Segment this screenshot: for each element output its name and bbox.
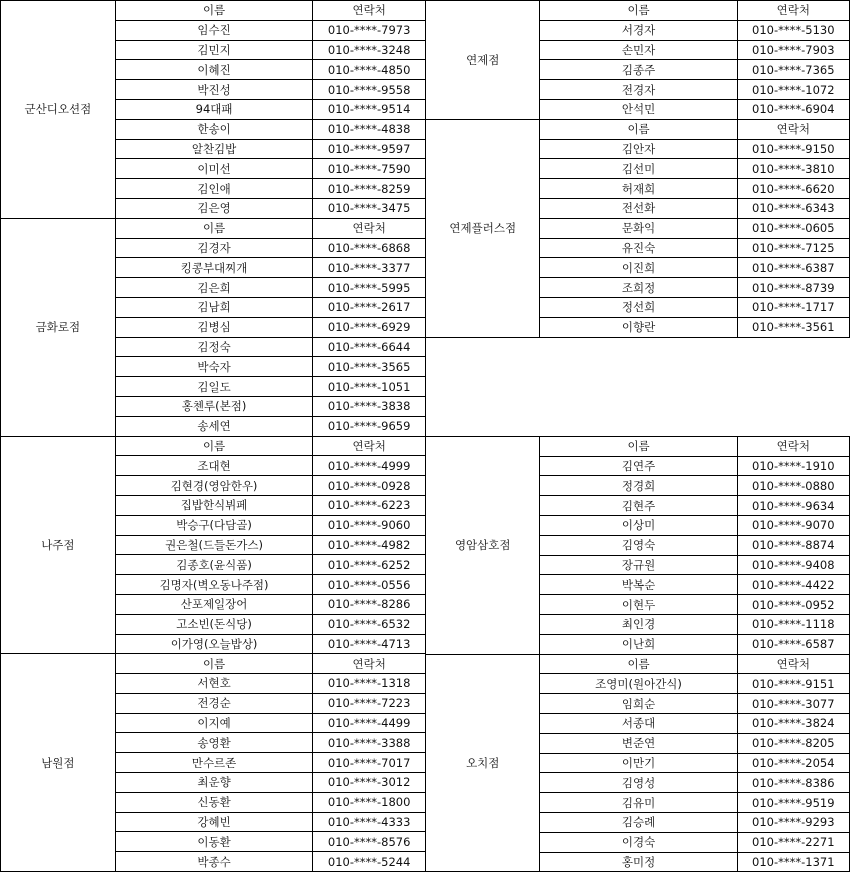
store-table [425, 0, 850, 120]
contact-name: 킹콩부대찌개 [115, 258, 313, 278]
contact-phone: 010-****-9060 [313, 515, 426, 535]
contact-phone: 010-****-8259 [313, 179, 426, 199]
contact-name: 안석민 [540, 99, 737, 119]
table-header-row [426, 1, 850, 21]
contact-phone: 010-****-2617 [313, 297, 426, 317]
contact-name: 김영성 [540, 773, 737, 793]
contact-phone: 010-****-6532 [313, 614, 426, 634]
contact-name: 장규원 [540, 555, 737, 575]
contact-phone: 010-****-8386 [737, 773, 849, 793]
contact-phone: 010-****-4838 [313, 119, 426, 139]
contact-phone: 010-****-1072 [737, 80, 849, 100]
contact-phone: 010-****-1717 [737, 297, 849, 317]
contact-name: 이상미 [540, 516, 737, 536]
contact-phone: 010-****-2054 [737, 753, 849, 773]
store-table [0, 0, 426, 219]
contact-phone: 010-****-7590 [313, 159, 426, 179]
contact-phone: 010-****-1318 [313, 674, 426, 694]
contact-name: 송영환 [115, 733, 313, 753]
phone-header: 연락처 [737, 654, 849, 674]
phone-header: 연락처 [313, 654, 426, 674]
name-header: 이름 [115, 654, 313, 674]
contact-phone: 010-****-3838 [313, 396, 426, 416]
contact-name: 강혜빈 [115, 812, 313, 832]
contact-phone: 010-****-4999 [313, 456, 426, 476]
contact-name: 김남희 [115, 297, 313, 317]
contact-phone: 010-****-6929 [313, 317, 426, 337]
contact-phone: 010-****-3565 [313, 357, 426, 377]
contact-phone: 010-****-6343 [737, 198, 849, 218]
contact-name: 김연주 [540, 456, 737, 476]
name-header: 이름 [540, 1, 737, 21]
contact-name: 만수르존 [115, 753, 313, 773]
store-name: 오치점 [426, 654, 540, 872]
contact-name: 김현경(영암한우) [115, 476, 313, 496]
contact-name: 이지예 [115, 713, 313, 733]
contact-phone: 010-****-0880 [737, 476, 849, 496]
name-header: 이름 [115, 436, 313, 456]
contact-name: 임희순 [540, 694, 737, 714]
contact-phone: 010-****-6587 [737, 634, 849, 654]
contact-phone: 010-****-5130 [737, 20, 849, 40]
contact-name: 정경희 [540, 476, 737, 496]
contact-phone: 010-****-6868 [313, 238, 426, 258]
table-header-row [426, 436, 850, 456]
contact-name: 이혜진 [115, 60, 313, 80]
contact-phone: 010-****-1800 [313, 792, 426, 812]
contact-phone: 010-****-7017 [313, 753, 426, 773]
name-header: 이름 [540, 119, 737, 139]
phone-header: 연락처 [313, 218, 426, 238]
phone-header: 연락처 [313, 436, 426, 456]
contact-phone: 010-****-2271 [737, 832, 849, 852]
contact-name: 조대현 [115, 456, 313, 476]
contact-phone: 010-****-0605 [737, 218, 849, 238]
contact-name: 94대패 [115, 99, 313, 119]
contact-name: 김종주 [540, 60, 737, 80]
contact-phone: 010-****-9293 [737, 812, 849, 832]
store-name: 연제점 [426, 1, 540, 120]
contact-name: 이향란 [540, 317, 737, 337]
contact-phone: 010-****-4713 [313, 634, 426, 654]
phone-header: 연락처 [313, 1, 426, 21]
store-name: 금화로점 [1, 218, 116, 436]
contact-name: 조희정 [540, 278, 737, 298]
contact-name: 김병심 [115, 317, 313, 337]
contact-name: 이난희 [540, 634, 737, 654]
contact-phone: 010-****-3012 [313, 773, 426, 793]
contact-phone: 010-****-5995 [313, 278, 426, 298]
contact-phone: 010-****-3561 [737, 317, 849, 337]
contact-phone: 010-****-6252 [313, 555, 426, 575]
contact-phone: 010-****-7365 [737, 60, 849, 80]
store-table [425, 119, 850, 338]
phone-header: 연락처 [737, 119, 849, 139]
contact-phone: 010-****-3248 [313, 40, 426, 60]
contact-phone: 010-****-8739 [737, 278, 849, 298]
contact-name: 임수진 [115, 20, 313, 40]
contact-name: 정선희 [540, 297, 737, 317]
contact-phone: 010-****-1118 [737, 615, 849, 635]
contact-phone: 010-****-9150 [737, 139, 849, 159]
contact-name: 알찬김밥 [115, 139, 313, 159]
contact-phone: 010-****-0556 [313, 575, 426, 595]
contact-phone: 010-****-4422 [737, 575, 849, 595]
contact-name: 서현호 [115, 674, 313, 694]
store-table [0, 218, 426, 437]
contact-name: 김인애 [115, 179, 313, 199]
contact-name: 김유미 [540, 793, 737, 813]
store-table [425, 654, 850, 873]
contact-phone: 010-****-3475 [313, 198, 426, 218]
contact-name: 이만기 [540, 753, 737, 773]
contact-name: 박진성 [115, 80, 313, 100]
contact-name: 김은영 [115, 198, 313, 218]
contact-name: 허재희 [540, 179, 737, 199]
contact-phone: 010-****-6620 [737, 179, 849, 199]
store-name: 연제플러스점 [426, 119, 540, 337]
contact-name: 손민자 [540, 40, 737, 60]
contact-name: 김종호(윤식품) [115, 555, 313, 575]
contact-phone: 010-****-7903 [737, 40, 849, 60]
contact-name: 고소빈(돈식당) [115, 614, 313, 634]
contact-name: 이경숙 [540, 832, 737, 852]
contact-phone: 010-****-8874 [737, 535, 849, 555]
contact-phone: 010-****-0928 [313, 476, 426, 496]
store-table [0, 653, 426, 872]
contact-name: 김일도 [115, 377, 313, 397]
contact-phone: 010-****-4850 [313, 60, 426, 80]
contact-phone: 010-****-8205 [737, 733, 849, 753]
contact-name: 변준연 [540, 733, 737, 753]
contact-phone: 010-****-7223 [313, 693, 426, 713]
contact-name: 김은희 [115, 278, 313, 298]
contact-name: 전경자 [540, 80, 737, 100]
contact-name: 홍미정 [540, 852, 737, 872]
blank-area [425, 338, 850, 437]
contact-phone: 010-****-3810 [737, 159, 849, 179]
contact-phone: 010-****-5244 [313, 852, 426, 872]
contact-phone: 010-****-3824 [737, 714, 849, 734]
store-name: 영암삼호점 [426, 436, 540, 654]
contact-name: 홍첸루(본점) [115, 396, 313, 416]
store-name: 나주점 [1, 436, 116, 654]
contact-name: 박숙자 [115, 357, 313, 377]
contact-phone: 010-****-7125 [737, 238, 849, 258]
contact-phone: 010-****-9151 [737, 674, 849, 694]
contact-name: 박종수 [115, 852, 313, 872]
contact-name: 유진숙 [540, 238, 737, 258]
contact-name: 송세연 [115, 416, 313, 436]
contact-name: 김안자 [540, 139, 737, 159]
contact-name: 산포제일장어 [115, 594, 313, 614]
name-header: 이름 [115, 218, 313, 238]
table-header-row [426, 119, 850, 139]
name-header: 이름 [540, 654, 737, 674]
contact-name: 박복순 [540, 575, 737, 595]
contact-name: 김명자(벽오동나주점) [115, 575, 313, 595]
contact-phone: 010-****-6904 [737, 99, 849, 119]
store-name: 군산디오션점 [1, 1, 116, 219]
contact-phone: 010-****-1371 [737, 852, 849, 872]
table-header-row [1, 218, 426, 238]
contact-phone: 010-****-6223 [313, 495, 426, 515]
contact-phone: 010-****-9519 [737, 793, 849, 813]
contact-name: 이진희 [540, 258, 737, 278]
name-header: 이름 [540, 436, 737, 456]
name-header: 이름 [115, 1, 313, 21]
contact-name: 전선화 [540, 198, 737, 218]
contact-name: 김영숙 [540, 535, 737, 555]
contact-name: 전경순 [115, 693, 313, 713]
contact-name: 김현주 [540, 496, 737, 516]
contact-phone: 010-****-8286 [313, 594, 426, 614]
contact-name: 김선미 [540, 159, 737, 179]
contact-name: 이현두 [540, 595, 737, 615]
contact-name: 박승구(다담골) [115, 515, 313, 535]
contact-name: 조영미(원아간식) [540, 674, 737, 694]
contact-phone: 010-****-6387 [737, 258, 849, 278]
contact-name: 김승례 [540, 812, 737, 832]
table-header-row [1, 654, 426, 674]
contact-name: 최인경 [540, 615, 737, 635]
contact-phone: 010-****-4333 [313, 812, 426, 832]
contact-name: 집밥한식뷔페 [115, 495, 313, 515]
contact-phone: 010-****-8576 [313, 832, 426, 852]
contact-name: 최운향 [115, 773, 313, 793]
contact-name: 서경자 [540, 20, 737, 40]
contact-phone: 010-****-6644 [313, 337, 426, 357]
contact-name: 김경자 [115, 238, 313, 258]
contact-phone: 010-****-4499 [313, 713, 426, 733]
phone-header: 연락처 [737, 1, 849, 21]
contact-phone: 010-****-9558 [313, 80, 426, 100]
contact-phone: 010-****-9597 [313, 139, 426, 159]
contact-name: 서종대 [540, 714, 737, 734]
contact-phone: 010-****-3077 [737, 694, 849, 714]
contact-phone: 010-****-3388 [313, 733, 426, 753]
contact-name: 이가영(오늘밥상) [115, 634, 313, 654]
contact-name: 이미선 [115, 159, 313, 179]
store-table [0, 436, 426, 655]
contact-name: 신동환 [115, 792, 313, 812]
contact-phone: 010-****-9408 [737, 555, 849, 575]
contact-name: 한송이 [115, 119, 313, 139]
table-header-row [1, 436, 426, 456]
store-name: 남원점 [1, 654, 116, 872]
contact-phone: 010-****-0952 [737, 595, 849, 615]
right-column [425, 0, 850, 872]
table-header-row [1, 1, 426, 21]
contact-phone: 010-****-9659 [313, 416, 426, 436]
contact-name: 이동환 [115, 832, 313, 852]
contact-phone: 010-****-1910 [737, 456, 849, 476]
contact-name: 김민지 [115, 40, 313, 60]
contact-name: 문화익 [540, 218, 737, 238]
table-header-row [426, 654, 850, 674]
contact-phone: 010-****-1051 [313, 377, 426, 397]
store-table [425, 436, 850, 655]
contact-name: 김정숙 [115, 337, 313, 357]
contact-phone: 010-****-9634 [737, 496, 849, 516]
contact-phone: 010-****-9514 [313, 99, 426, 119]
phone-header: 연락처 [737, 436, 849, 456]
contact-phone: 010-****-4982 [313, 535, 426, 555]
contact-name: 권은철(드들돈가스) [115, 535, 313, 555]
contact-phone: 010-****-3377 [313, 258, 426, 278]
contact-phone: 010-****-7973 [313, 20, 426, 40]
contact-phone: 010-****-9070 [737, 516, 849, 536]
